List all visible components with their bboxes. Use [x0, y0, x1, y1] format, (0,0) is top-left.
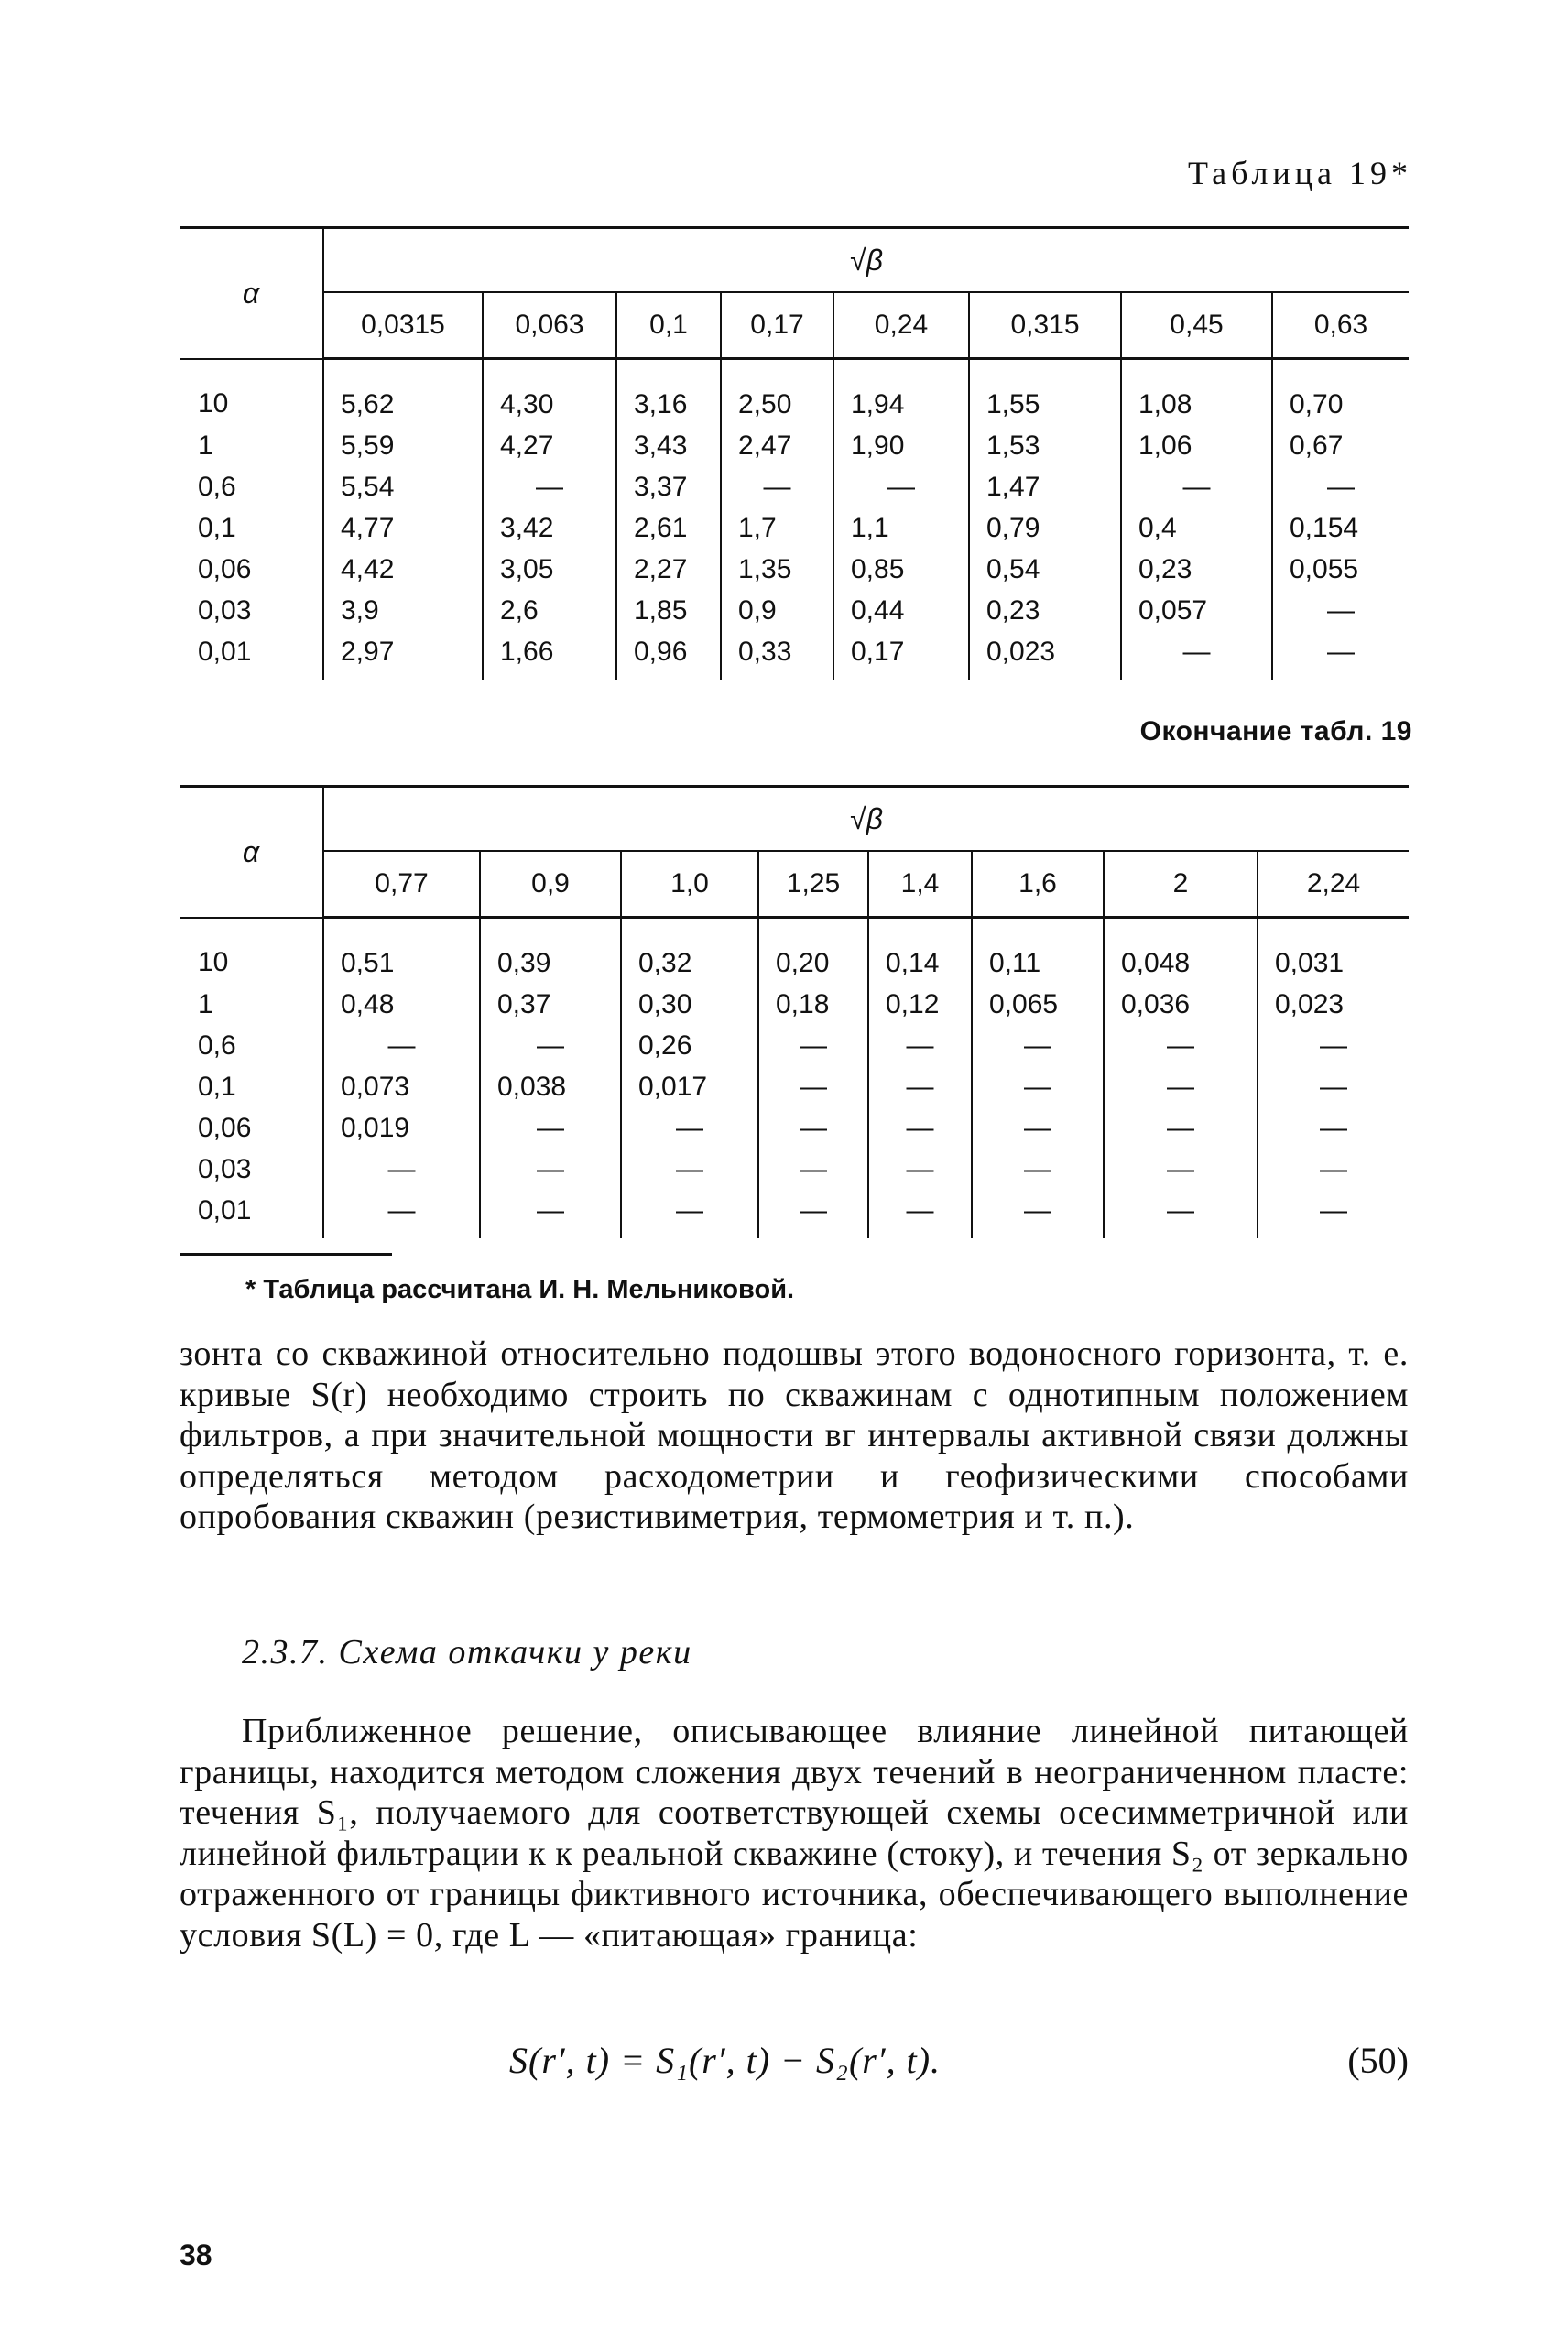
- table-cell: —: [868, 1190, 972, 1238]
- table-cell: —: [483, 466, 616, 507]
- table-cell: —: [972, 1190, 1104, 1238]
- table-cell: —: [972, 1025, 1104, 1066]
- alpha-value: 10: [180, 359, 323, 426]
- table-cell: 1,53: [969, 425, 1121, 466]
- table-cell: —: [972, 1107, 1104, 1149]
- table-cell: —: [1320, 1153, 1348, 1184]
- table-cell: 4,77: [323, 507, 483, 549]
- alpha-value: 0,6: [180, 1025, 323, 1066]
- table-cell: 1,08: [1121, 359, 1272, 426]
- column-header: 0,24: [833, 292, 969, 359]
- table-cell: —: [1327, 636, 1356, 667]
- table-cell: —: [480, 1025, 621, 1066]
- table-cell: 5,54: [323, 466, 483, 507]
- table-cell: —: [323, 1025, 480, 1066]
- table-cell: 0,96: [616, 631, 721, 680]
- table-cell: 2,27: [616, 549, 721, 590]
- table-cell: 2,6: [483, 590, 616, 631]
- table-cell: 0,023: [969, 631, 1121, 680]
- column-header: 1,0: [621, 851, 758, 918]
- column-header: 0,9: [480, 851, 621, 918]
- table-cell: 1,85: [616, 590, 721, 631]
- table-cell: —: [721, 466, 833, 507]
- table-cell: —: [621, 1190, 758, 1238]
- column-header: 0,45: [1121, 292, 1272, 359]
- table-row: [180, 590, 1409, 631]
- table-cell: 0,154: [1290, 512, 1359, 543]
- table-cell: 3,9: [323, 590, 483, 631]
- table-cell: —: [1327, 471, 1356, 502]
- table-cell: 0,4: [1121, 507, 1272, 549]
- alpha-header: α: [180, 228, 323, 359]
- table-cell: 0,11: [972, 918, 1104, 985]
- table-row: [180, 549, 1409, 590]
- footnote-rule: [180, 1253, 392, 1256]
- column-header: 0,0315: [323, 292, 483, 359]
- table-cell: —: [1104, 1066, 1258, 1107]
- table-cell: —: [758, 1190, 868, 1238]
- table-cell: 0,17: [833, 631, 969, 680]
- column-header: 0,17: [721, 292, 833, 359]
- table-cell: 0,20: [758, 918, 868, 985]
- table-cell: 0,44: [833, 590, 969, 631]
- table-cell: 1,1: [833, 507, 969, 549]
- table-cell: 0,79: [969, 507, 1121, 549]
- column-header: 0,77: [323, 851, 480, 918]
- table-cell: —: [758, 1066, 868, 1107]
- table-cell: —: [1104, 1107, 1258, 1149]
- table-cell: —: [480, 1190, 621, 1238]
- table-cell: —: [1327, 594, 1356, 626]
- table-cell: 1,7: [721, 507, 833, 549]
- alpha-value: 0,06: [180, 549, 323, 590]
- alpha-header: α: [180, 787, 323, 918]
- table-cell: 5,59: [323, 425, 483, 466]
- table-cell: —: [868, 1149, 972, 1190]
- table-cell: 1,55: [969, 359, 1121, 426]
- table-cell: 1,06: [1121, 425, 1272, 466]
- table-cell: 0,70: [1290, 388, 1344, 419]
- table-row: [180, 1149, 1409, 1190]
- alpha-value: 0,03: [180, 590, 323, 631]
- table-cell: 0,85: [833, 549, 969, 590]
- table-cell: —: [323, 1149, 480, 1190]
- table-cell: —: [1320, 1112, 1348, 1143]
- column-header-row: [180, 292, 1409, 359]
- table-19-continuation-caption: Окончание табл. 19: [1139, 716, 1412, 746]
- table-cell: 0,48: [323, 984, 480, 1025]
- table-cell: 0,048: [1104, 918, 1258, 985]
- table-cell: 0,54: [969, 549, 1121, 590]
- alpha-value: 0,03: [180, 1149, 323, 1190]
- table-cell: —: [1320, 1194, 1348, 1225]
- table-row: [180, 425, 1409, 466]
- table-cell: 1,35: [721, 549, 833, 590]
- table-cell: —: [972, 1149, 1104, 1190]
- table-cell: —: [972, 1066, 1104, 1107]
- table-cell: —: [480, 1149, 621, 1190]
- equation-50: S(r′, t) = S₁(r′, t) − S₂(r′, t).: [509, 2040, 942, 2081]
- table-cell: 3,16: [616, 359, 721, 426]
- page-number: 38: [180, 2238, 212, 2271]
- table-cell: —: [1320, 1071, 1348, 1102]
- alpha-value: 0,01: [180, 631, 323, 680]
- table-cell: 0,18: [758, 984, 868, 1025]
- table-cell: 0,23: [1121, 549, 1272, 590]
- table-cell: 0,67: [1290, 430, 1344, 461]
- table-cell: —: [833, 466, 969, 507]
- column-header: 1,4: [868, 851, 972, 918]
- table-cell: 0,057: [1121, 590, 1272, 631]
- table-cell: —: [758, 1149, 868, 1190]
- sqrt-beta-header: √β: [323, 787, 1409, 852]
- table-cell: 0,39: [480, 918, 621, 985]
- table-cell: 0,023: [1275, 988, 1345, 1019]
- equation-number: (50): [1347, 2040, 1409, 2081]
- table-cell: 0,37: [480, 984, 621, 1025]
- table-cell: 2,47: [721, 425, 833, 466]
- table-cell: —: [621, 1149, 758, 1190]
- table-cell: —: [868, 1025, 972, 1066]
- table-cell: 0,30: [621, 984, 758, 1025]
- table-cell: 2,61: [616, 507, 721, 549]
- table-cell: 0,33: [721, 631, 833, 680]
- table-19: [180, 226, 1409, 680]
- body-paragraph-1: зонта со скважиной относительно подошвы этого водоносного горизонта, т. е. кривые S(r) необходимо строить по скважинам с однотипным положением фильтров, а при значительной мощности вг интервалы активной связи должны определяться методом расходометрии и геофизическими способами опробования скважин (резистивиметрия, термометрия и т. п.).: [180, 1334, 1409, 1536]
- table-row: [180, 631, 1409, 680]
- table-cell: —: [1104, 1190, 1258, 1238]
- column-header-row: [180, 851, 1409, 918]
- table-cell: —: [1320, 1029, 1348, 1061]
- table-cell: 0,32: [621, 918, 758, 985]
- table-cell: 2,97: [323, 631, 483, 680]
- table-cell: 1,47: [969, 466, 1121, 507]
- table-19-continuation-body: [180, 918, 1409, 1239]
- table-cell: 0,031: [1275, 947, 1345, 978]
- alpha-value: 1: [180, 425, 323, 466]
- footnote: * Таблица рассчитана И. Н. Мельниковой.: [245, 1275, 795, 1304]
- table-cell: 1,90: [833, 425, 969, 466]
- column-header: 1,25: [758, 851, 868, 918]
- alpha-value: 0,1: [180, 1066, 323, 1107]
- table-cell: —: [758, 1107, 868, 1149]
- column-header: 0,63: [1272, 292, 1409, 359]
- column-header: 0,1: [616, 292, 721, 359]
- alpha-value: 0,01: [180, 1190, 323, 1238]
- table-row: [180, 1066, 1409, 1107]
- table-cell: 0,038: [480, 1066, 621, 1107]
- table-row: [180, 359, 1409, 426]
- table-cell: 0,26: [621, 1025, 758, 1066]
- table-cell: —: [1104, 1149, 1258, 1190]
- table-cell: 2,50: [721, 359, 833, 426]
- table-cell: 0,017: [621, 1066, 758, 1107]
- table-row: [180, 1190, 1409, 1238]
- table-19-body: [180, 359, 1409, 681]
- alpha-value: 10: [180, 918, 323, 985]
- table-row: [180, 466, 1409, 507]
- table-cell: 1,94: [833, 359, 969, 426]
- table-row: [180, 1107, 1409, 1149]
- table-cell: 3,05: [483, 549, 616, 590]
- section-heading: 2.3.7. Схема откачки у реки: [242, 1633, 692, 1672]
- table-cell: 0,073: [323, 1066, 480, 1107]
- table-cell: —: [1104, 1025, 1258, 1066]
- table-cell: 1,66: [483, 631, 616, 680]
- table-cell: 4,42: [323, 549, 483, 590]
- table-row: [180, 1025, 1409, 1066]
- alpha-value: 0,1: [180, 507, 323, 549]
- column-header: 1,6: [972, 851, 1104, 918]
- table-cell: —: [1121, 631, 1272, 680]
- table-cell: 4,30: [483, 359, 616, 426]
- column-header: 2: [1104, 851, 1258, 918]
- table-cell: —: [868, 1066, 972, 1107]
- table-row: [180, 918, 1409, 985]
- table-row: [180, 984, 1409, 1025]
- table-row: [180, 507, 1409, 549]
- table-cell: 3,37: [616, 466, 721, 507]
- table-cell: 0,14: [868, 918, 972, 985]
- table-cell: 3,42: [483, 507, 616, 549]
- table-cell: —: [621, 1107, 758, 1149]
- table-cell: —: [323, 1190, 480, 1238]
- table-cell: 4,27: [483, 425, 616, 466]
- table-cell: 0,12: [868, 984, 972, 1025]
- alpha-value: 0,06: [180, 1107, 323, 1149]
- table-cell: 3,43: [616, 425, 721, 466]
- table-cell: 0,055: [1290, 553, 1359, 584]
- table-19-caption: Таблица 19*: [1188, 155, 1412, 191]
- table-19-continuation: [180, 785, 1409, 1238]
- table-cell: 0,019: [323, 1107, 480, 1149]
- table-cell: 0,065: [972, 984, 1104, 1025]
- table-cell: 0,036: [1104, 984, 1258, 1025]
- sqrt-beta-header: √β: [323, 228, 1409, 293]
- column-header: 0,063: [483, 292, 616, 359]
- table-cell: 0,51: [323, 918, 480, 985]
- column-header: 0,315: [969, 292, 1121, 359]
- table-cell: —: [758, 1025, 868, 1066]
- alpha-value: 1: [180, 984, 323, 1025]
- table-cell: 0,9: [721, 590, 833, 631]
- alpha-value: 0,6: [180, 466, 323, 507]
- table-cell: 0,23: [969, 590, 1121, 631]
- table-cell: 5,62: [323, 359, 483, 426]
- table-cell: —: [480, 1107, 621, 1149]
- table-cell: —: [868, 1107, 972, 1149]
- body-paragraph-2: Приближенное решение, описывающее влияние линейной питающей границы, находится методом сложения двух течений в неограниченном пласте: течения S₁, получаемого для соответствующей схемы осесимметричной или линейной фильтрации к к реальной скважине (стоку), и течения S₂ от зеркально отраженного от границы фиктивного источника, обеспечивающего выполнение условия S(L) = 0, где L — «питающая» граница:: [180, 1712, 1409, 1955]
- column-header: 2,24: [1258, 851, 1409, 918]
- table-cell: —: [1121, 466, 1272, 507]
